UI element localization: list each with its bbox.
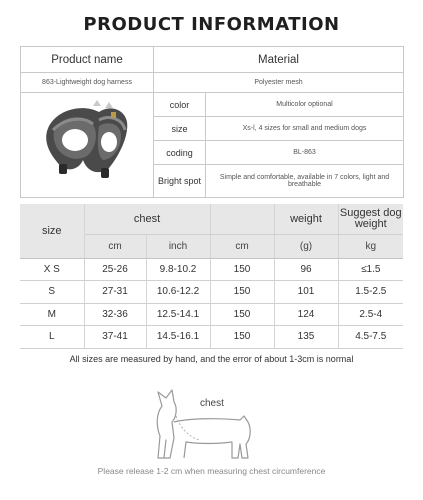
table-row: [20, 303, 403, 326]
dog-weight-cell: ≤1.5: [338, 258, 403, 281]
size-cell: L: [20, 326, 84, 349]
weight-cell: 101: [274, 281, 338, 304]
unit-kg: kg: [338, 234, 403, 258]
material-value: Polyester mesh: [154, 73, 404, 93]
size-header: size: [20, 204, 84, 258]
chest-inch-cell: 9.8-10.2: [146, 258, 210, 281]
size-cell: S: [20, 281, 84, 304]
chest-header: chest: [84, 204, 210, 234]
weight-header: weight: [274, 204, 338, 234]
color-label: color: [154, 93, 206, 117]
coding-label: coding: [154, 141, 206, 165]
page-title: PRODUCT INFORMATION: [83, 14, 340, 35]
size-cell: M: [20, 303, 84, 326]
color-value: Multicolor optional: [206, 93, 404, 117]
coding-value: BL-863: [206, 141, 404, 165]
table-row: [20, 326, 403, 349]
weight-cell: 124: [274, 303, 338, 326]
unit-cm-2: cm: [210, 234, 274, 258]
product-name-value: 863-Lightweight dog harness: [21, 73, 154, 93]
size-chart-table: [20, 204, 403, 349]
chest-cm-cell: 27-31: [84, 281, 146, 304]
chest-measure-tip: Please release 1-2 cm when measuring chest circumference: [97, 466, 326, 476]
size-value: Xs-l, 4 sizes for small and medium dogs: [206, 117, 404, 141]
chest-inch-cell: 12.5-14.1: [146, 303, 210, 326]
chest-inch-cell: 14.5-16.1: [146, 326, 210, 349]
bright-spot-label: Bright spot: [154, 165, 206, 198]
length-cm-cell: 150: [210, 258, 274, 281]
dog-weight-cell: 2.5-4: [338, 303, 403, 326]
material-header: Material: [154, 47, 404, 73]
unit-inch: inch: [146, 234, 210, 258]
chest-cm-cell: 32-36: [84, 303, 146, 326]
size-label: size: [154, 117, 206, 141]
table-row: [20, 258, 403, 281]
unit-g: (g): [274, 234, 338, 258]
weight-cell: 96: [274, 258, 338, 281]
harness-image: [21, 93, 154, 198]
bright-spot-value: Simple and comfortable, available in 7 colors, light and breathable: [206, 165, 404, 198]
harness-illustration: [39, 96, 135, 192]
length-cm-cell: 150: [210, 326, 274, 349]
size-cell: X S: [20, 258, 84, 281]
chest-diagram-label: chest: [200, 398, 224, 409]
chest-inch-cell: 10.6-12.2: [146, 281, 210, 304]
length-cm-cell: 150: [210, 303, 274, 326]
weight-cell: 135: [274, 326, 338, 349]
blank-header: [210, 204, 274, 234]
dog-weight-cell: 1.5-2.5: [338, 281, 403, 304]
length-cm-cell: 150: [210, 281, 274, 304]
chest-cm-cell: 37-41: [84, 326, 146, 349]
product-info-table: [20, 46, 404, 198]
table-row: [20, 281, 403, 304]
dog-measurement-diagram: [140, 378, 280, 463]
suggest-weight-header: Suggest dog weight: [338, 204, 403, 234]
measurement-note: All sizes are measured by hand, and the error of about 1-3cm is normal: [69, 354, 354, 364]
chest-cm-cell: 25-26: [84, 258, 146, 281]
product-name-header: Product name: [21, 47, 154, 73]
unit-cm: cm: [84, 234, 146, 258]
dog-weight-cell: 4.5-7.5: [338, 326, 403, 349]
